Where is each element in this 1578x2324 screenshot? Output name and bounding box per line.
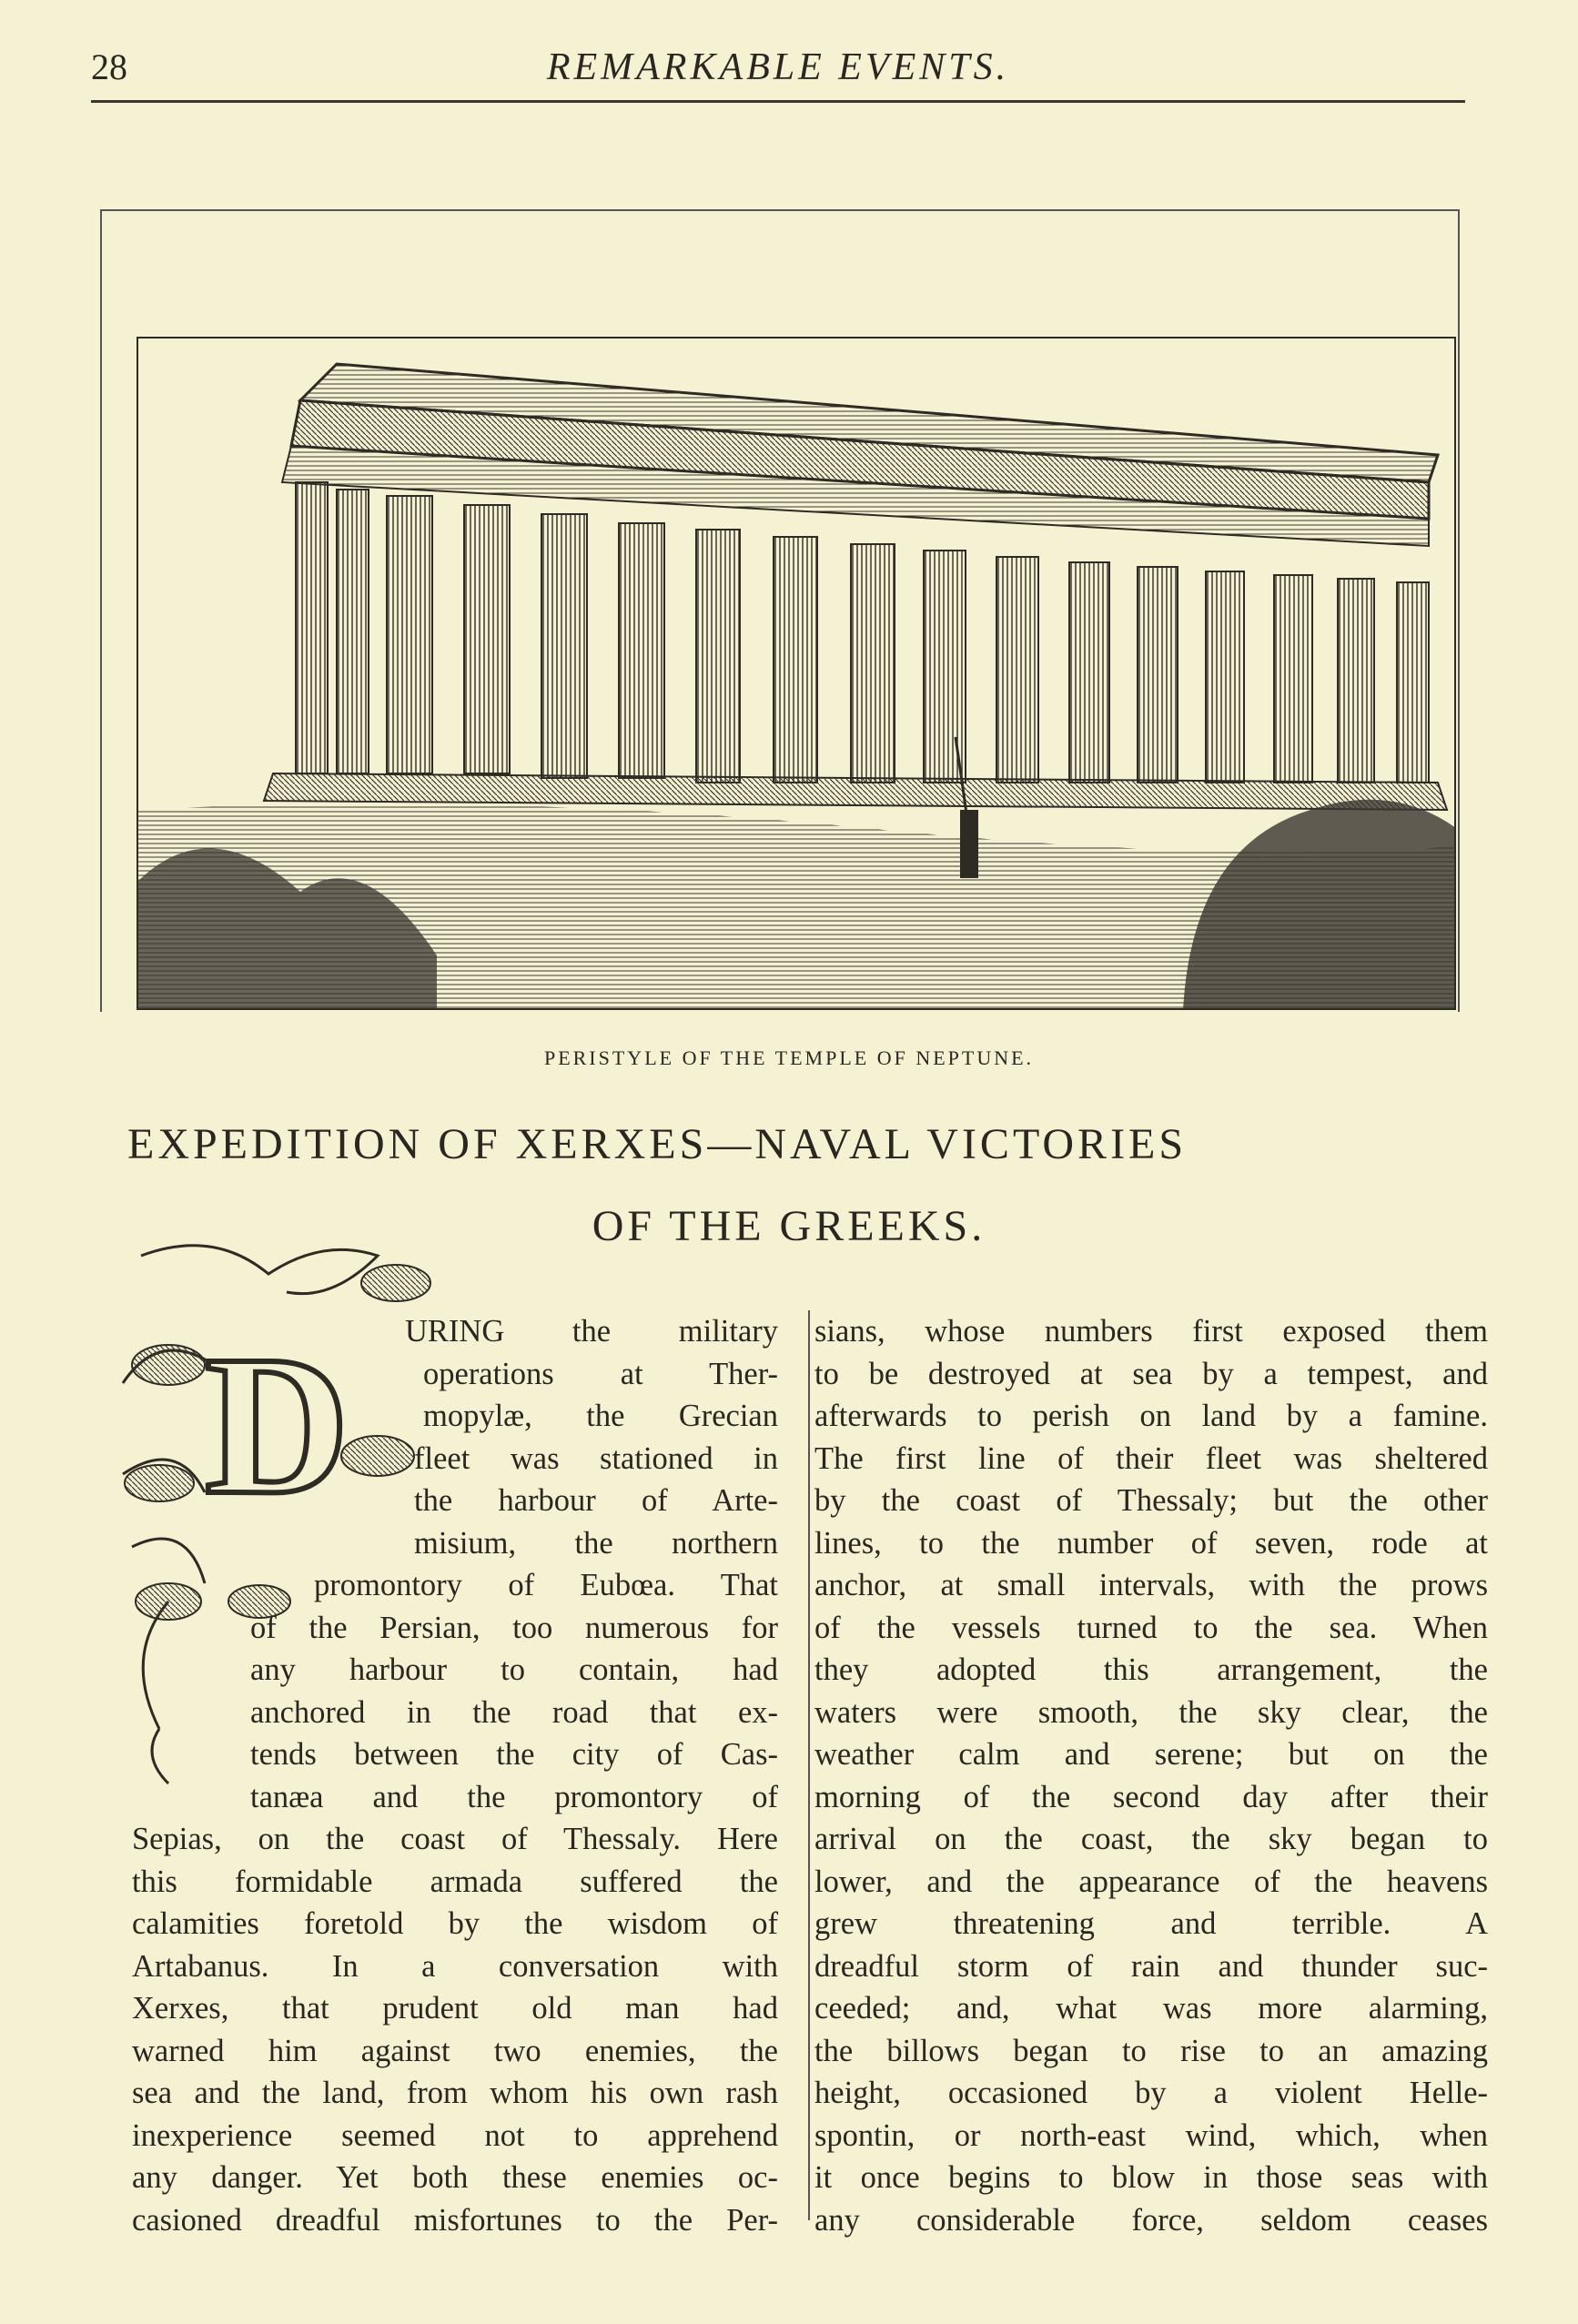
text-line: the harbour of Arte- — [414, 1483, 778, 1518]
text-line: misium, the northern — [414, 1525, 778, 1561]
illustration-caption: PERISTYLE OF THE TEMPLE OF NEPTUNE. — [543, 1046, 1035, 1069]
text-line: spontin, or north-east wind, which, when — [814, 2117, 1488, 2153]
temple-engraving — [137, 337, 1456, 1010]
text-line: promontory of Eubœa. That — [314, 1568, 778, 1602]
header-rule — [91, 100, 1465, 103]
text-line: they adopted this arrangement, the — [814, 1652, 1488, 1687]
text-line: lines, to the number of seven, rode at — [814, 1525, 1488, 1561]
text-line: to be destroyed at sea by a tempest, and — [814, 1356, 1488, 1391]
text-line: any considerable force, seldom ceases — [814, 2202, 1488, 2238]
dropcap-letter: D — [205, 1314, 349, 1536]
text-line: grew threatening and terrible. A — [814, 1906, 1488, 1941]
text-line: tends between the city of Cas- — [250, 1737, 778, 1772]
text-line: of the Persian, too numerous for — [250, 1610, 778, 1645]
text-line: casioned dreadful misfortunes to the Per- — [132, 2202, 778, 2238]
text-line: it once begins to blow in those seas with — [814, 2160, 1488, 2195]
text-line: weather calm and serene; but on the — [814, 1737, 1488, 1772]
left-column — [132, 1310, 778, 2241]
text-line: this formidable armada suffered the — [132, 1864, 778, 1899]
column-divider — [808, 1310, 810, 2220]
text-line: Artabanus. In a conversation with — [132, 1948, 778, 1984]
text-line: fleet was stationed in — [414, 1440, 778, 1476]
text-line: Xerxes, that prudent old man had — [132, 1991, 778, 2026]
text-line: height, occasioned by a violent Helle- — [814, 2076, 1488, 2110]
text-line: of the vessels turned to the sea. When — [814, 1610, 1488, 1645]
text-line: by the coast of Thessaly; but the other — [814, 1483, 1488, 1518]
text-line: waters were smooth, the sky clear, the — [814, 1694, 1488, 1730]
text-line: the billows began to rise to an amazing — [814, 2033, 1488, 2068]
text-line: URING the military — [405, 1314, 778, 1349]
text-line: any harbour to contain, had — [250, 1652, 778, 1687]
text-line: mopylæ, the Grecian — [423, 1399, 778, 1433]
text-line: The first line of their fleet was sheltered — [814, 1440, 1488, 1476]
text-line: afterwards to perish on land by a famine. — [814, 1399, 1488, 1433]
text-line: tanæa and the promontory of — [250, 1779, 778, 1814]
page-header — [91, 45, 1465, 91]
text-line: morning of the second day after their — [814, 1779, 1488, 1814]
illustration-plate — [100, 191, 1465, 1019]
right-column — [814, 1310, 1488, 2241]
page-number: 28 — [91, 46, 127, 87]
text-line: any danger. Yet both these enemies oc- — [132, 2160, 778, 2195]
text-line: anchor, at small intervals, with the prows — [814, 1568, 1488, 1602]
text-line: warned him against two enemies, the — [132, 2033, 778, 2068]
text-line: dreadful storm of rain and thunder suc- — [814, 1948, 1488, 1984]
text-line: sians, whose numbers first exposed them — [814, 1314, 1488, 1349]
text-line: lower, and the appearance of the heavens — [814, 1864, 1488, 1899]
text-line: calamities foretold by the wisdom of — [132, 1906, 778, 1941]
text-line: operations at Ther- — [423, 1356, 778, 1391]
article-title-line-2: OF THE GREEKS. — [592, 1202, 986, 1250]
text-line: anchored in the road that ex- — [250, 1694, 778, 1730]
text-line: arrival on the coast, the sky began to — [814, 1822, 1488, 1856]
text-line: Sepias, on the coast of Thessaly. Here — [132, 1822, 778, 1856]
text-line: sea and the land, from whom his own rash — [132, 2076, 778, 2110]
text-line: ceeded; and, what was more alarming, — [814, 1991, 1488, 2026]
running-head: REMARKABLE EVENTS. — [546, 46, 1010, 88]
text-line: inexperience seemed not to apprehend — [132, 2117, 778, 2153]
article-title-line-1: EXPEDITION OF XERXES—NAVAL VICTORIES — [127, 1120, 1188, 1168]
